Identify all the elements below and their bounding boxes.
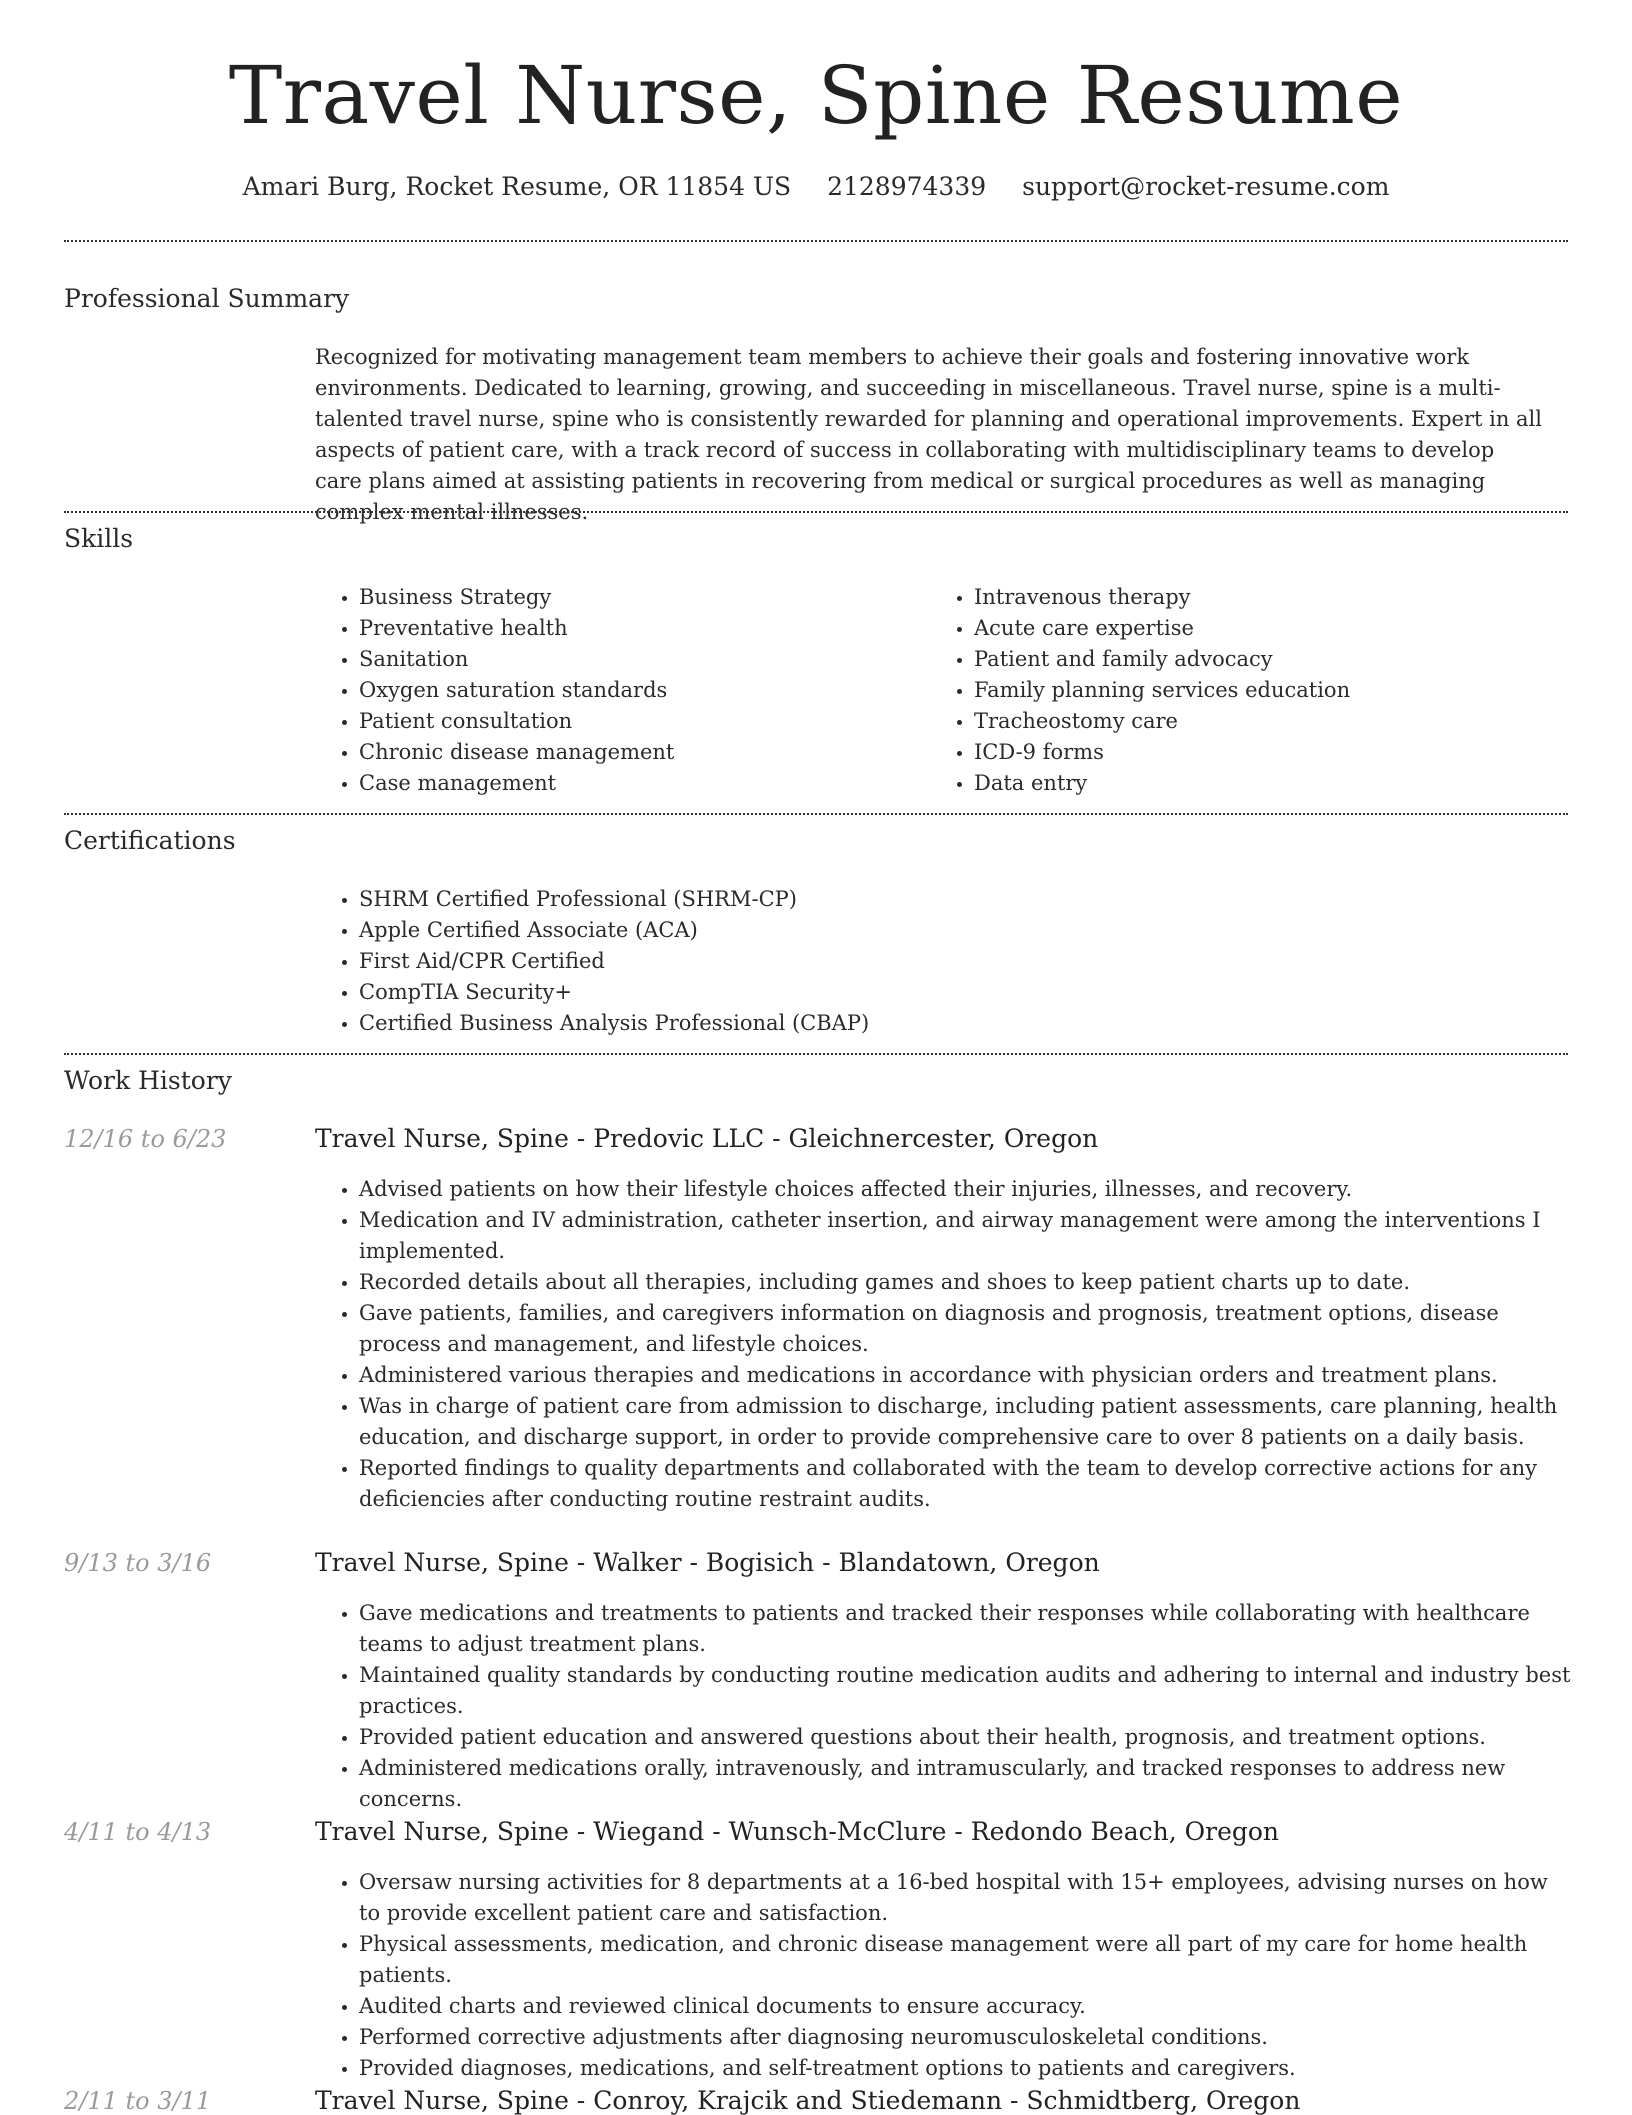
skill-item: • Oxygen saturation standards: [359, 675, 875, 706]
contact-line: [0, 172, 1632, 201]
job-bullets: [315, 1174, 1575, 1515]
job-bullet: • Audited charts and reviewed clinical documents to ensure accuracy.: [359, 1991, 1575, 2022]
job-bullet: • Provided diagnoses, medications, and self-treatment options to patients and caregivers.: [359, 2053, 1575, 2084]
skill-item: • Business Strategy: [359, 582, 875, 613]
skill-item: • Patient and family advocacy: [974, 644, 1490, 675]
skill-item: • Intravenous therapy: [974, 582, 1490, 613]
job-bullet: • Administered medications orally, intravenously, and intramuscularly, and tracked responses to address new concerns.: [359, 1753, 1575, 1815]
job-bullet: • Reported findings to quality departments and collaborated with the team to develop corrective actions for any deficiencies after conducting routine restraint audits.: [359, 1453, 1575, 1515]
job-bullets: [315, 1598, 1575, 1815]
skills-column-left: [315, 582, 875, 799]
job-dates: 12/16 to 6/23: [64, 1125, 227, 1153]
certification-item: • Certified Business Analysis Professional (CBAP): [359, 1008, 1215, 1039]
resume-title: Travel Nurse, Spine Resume: [228, 49, 1404, 142]
skill-item: • Sanitation: [359, 644, 875, 675]
contact-email: support@rocket-resume.com: [1022, 172, 1390, 201]
skill-item: • Family planning services education: [974, 675, 1490, 706]
job-dates: 2/11 to 3/11: [64, 2087, 212, 2115]
job-title: Travel Nurse, Spine - Conroy, Krajcik and Stiedemann - Schmidtberg, Oregon: [315, 2086, 1301, 2115]
skill-item: • Case management: [359, 768, 875, 799]
section-divider: [64, 1053, 1568, 1055]
section-divider: [64, 511, 1568, 513]
job-bullet: • Performed corrective adjustments after diagnosing neuromusculoskeletal conditions.: [359, 2022, 1575, 2053]
contact-phone: 2128974339: [827, 172, 987, 201]
job-bullet: • Gave medications and treatments to patients and tracked their responses while collaborating with healthcare teams to adjust treatment plans.: [359, 1598, 1575, 1660]
summary-text: Recognized for motivating management team members to achieve their goals and fostering innovative work environments. Dedicated to learning, growing, and succeeding in miscellaneous. Travel nurse, spine is a multi-talented travel nurse, spine who is consistently rewarded for planning and operational improvements. Expert in all aspects of patient care, with a track record of success in collaborating with multidisciplinary teams to develop care plans aimed at assisting patients in recovering from medical or surgical procedures as well as managing complex mental illnesses.: [315, 345, 1542, 524]
summary-heading: Professional Summary: [64, 284, 350, 313]
job-title: Travel Nurse, Spine - Walker - Bogisich - Blandatown, Oregon: [315, 1548, 1100, 1577]
job-bullets: [315, 1867, 1575, 2084]
certification-item: • First Aid/CPR Certified: [359, 946, 1215, 977]
certifications-list: [315, 884, 1215, 1039]
skill-item: • Patient consultation: [359, 706, 875, 737]
section-divider: [64, 240, 1568, 242]
certification-item: • SHRM Certified Professional (SHRM-CP): [359, 884, 1215, 915]
job-bullet: • Administered various therapies and medications in accordance with physician orders and treatment plans.: [359, 1360, 1575, 1391]
job-bullet: • Recorded details about all therapies, including games and shoes to keep patient charts up to date.: [359, 1267, 1575, 1298]
section-divider: [64, 813, 1568, 815]
job-bullet: • Maintained quality standards by conducting routine medication audits and adhering to internal and industry best practices.: [359, 1660, 1575, 1722]
skill-item: • Data entry: [974, 768, 1490, 799]
job-bullet: • Physical assessments, medication, and chronic disease management were all part of my care for home health patients.: [359, 1929, 1575, 1991]
skill-item: • Acute care expertise: [974, 613, 1490, 644]
certification-item: • CompTIA Security+: [359, 977, 1215, 1008]
skill-item: • Preventative health: [359, 613, 875, 644]
job-bullet: • Gave patients, families, and caregivers information on diagnosis and prognosis, treatment options, disease process and management, and lifestyle choices.: [359, 1298, 1575, 1360]
skill-item: • ICD-9 forms: [974, 737, 1490, 768]
skill-item: • Tracheostomy care: [974, 706, 1490, 737]
job-dates: 4/11 to 4/13: [64, 1818, 212, 1846]
skills-heading: Skills: [64, 524, 134, 553]
contact-address: Amari Burg, Rocket Resume, OR 11854 US: [242, 172, 792, 201]
job-title: Travel Nurse, Spine - Wiegand - Wunsch-McClure - Redondo Beach, Oregon: [315, 1817, 1280, 1846]
work-history-heading: Work History: [64, 1066, 232, 1095]
certification-item: • Apple Certified Associate (ACA): [359, 915, 1215, 946]
skills-column-right: [930, 582, 1490, 799]
skill-item: • Chronic disease management: [359, 737, 875, 768]
job-dates: 9/13 to 3/16: [64, 1549, 212, 1577]
job-bullet: • Was in charge of patient care from admission to discharge, including patient assessments, care planning, health education, and discharge support, in order to provide comprehensive care to over 8 patients on a daily basis.: [359, 1391, 1575, 1453]
job-bullet: • Oversaw nursing activities for 8 departments at a 16-bed hospital with 15+ employees, advising nurses on how to provide excellent patient care and satisfaction.: [359, 1867, 1575, 1929]
job-bullet: • Medication and IV administration, catheter insertion, and airway management were among the interventions I implemented.: [359, 1205, 1575, 1267]
job-title: Travel Nurse, Spine - Predovic LLC - Gleichnercester, Oregon: [315, 1124, 1099, 1153]
certifications-heading: Certifications: [64, 826, 236, 855]
job-bullet: • Provided patient education and answered questions about their health, prognosis, and treatment options.: [359, 1722, 1575, 1753]
job-bullet: • Advised patients on how their lifestyle choices affected their injuries, illnesses, and recovery.: [359, 1174, 1575, 1205]
